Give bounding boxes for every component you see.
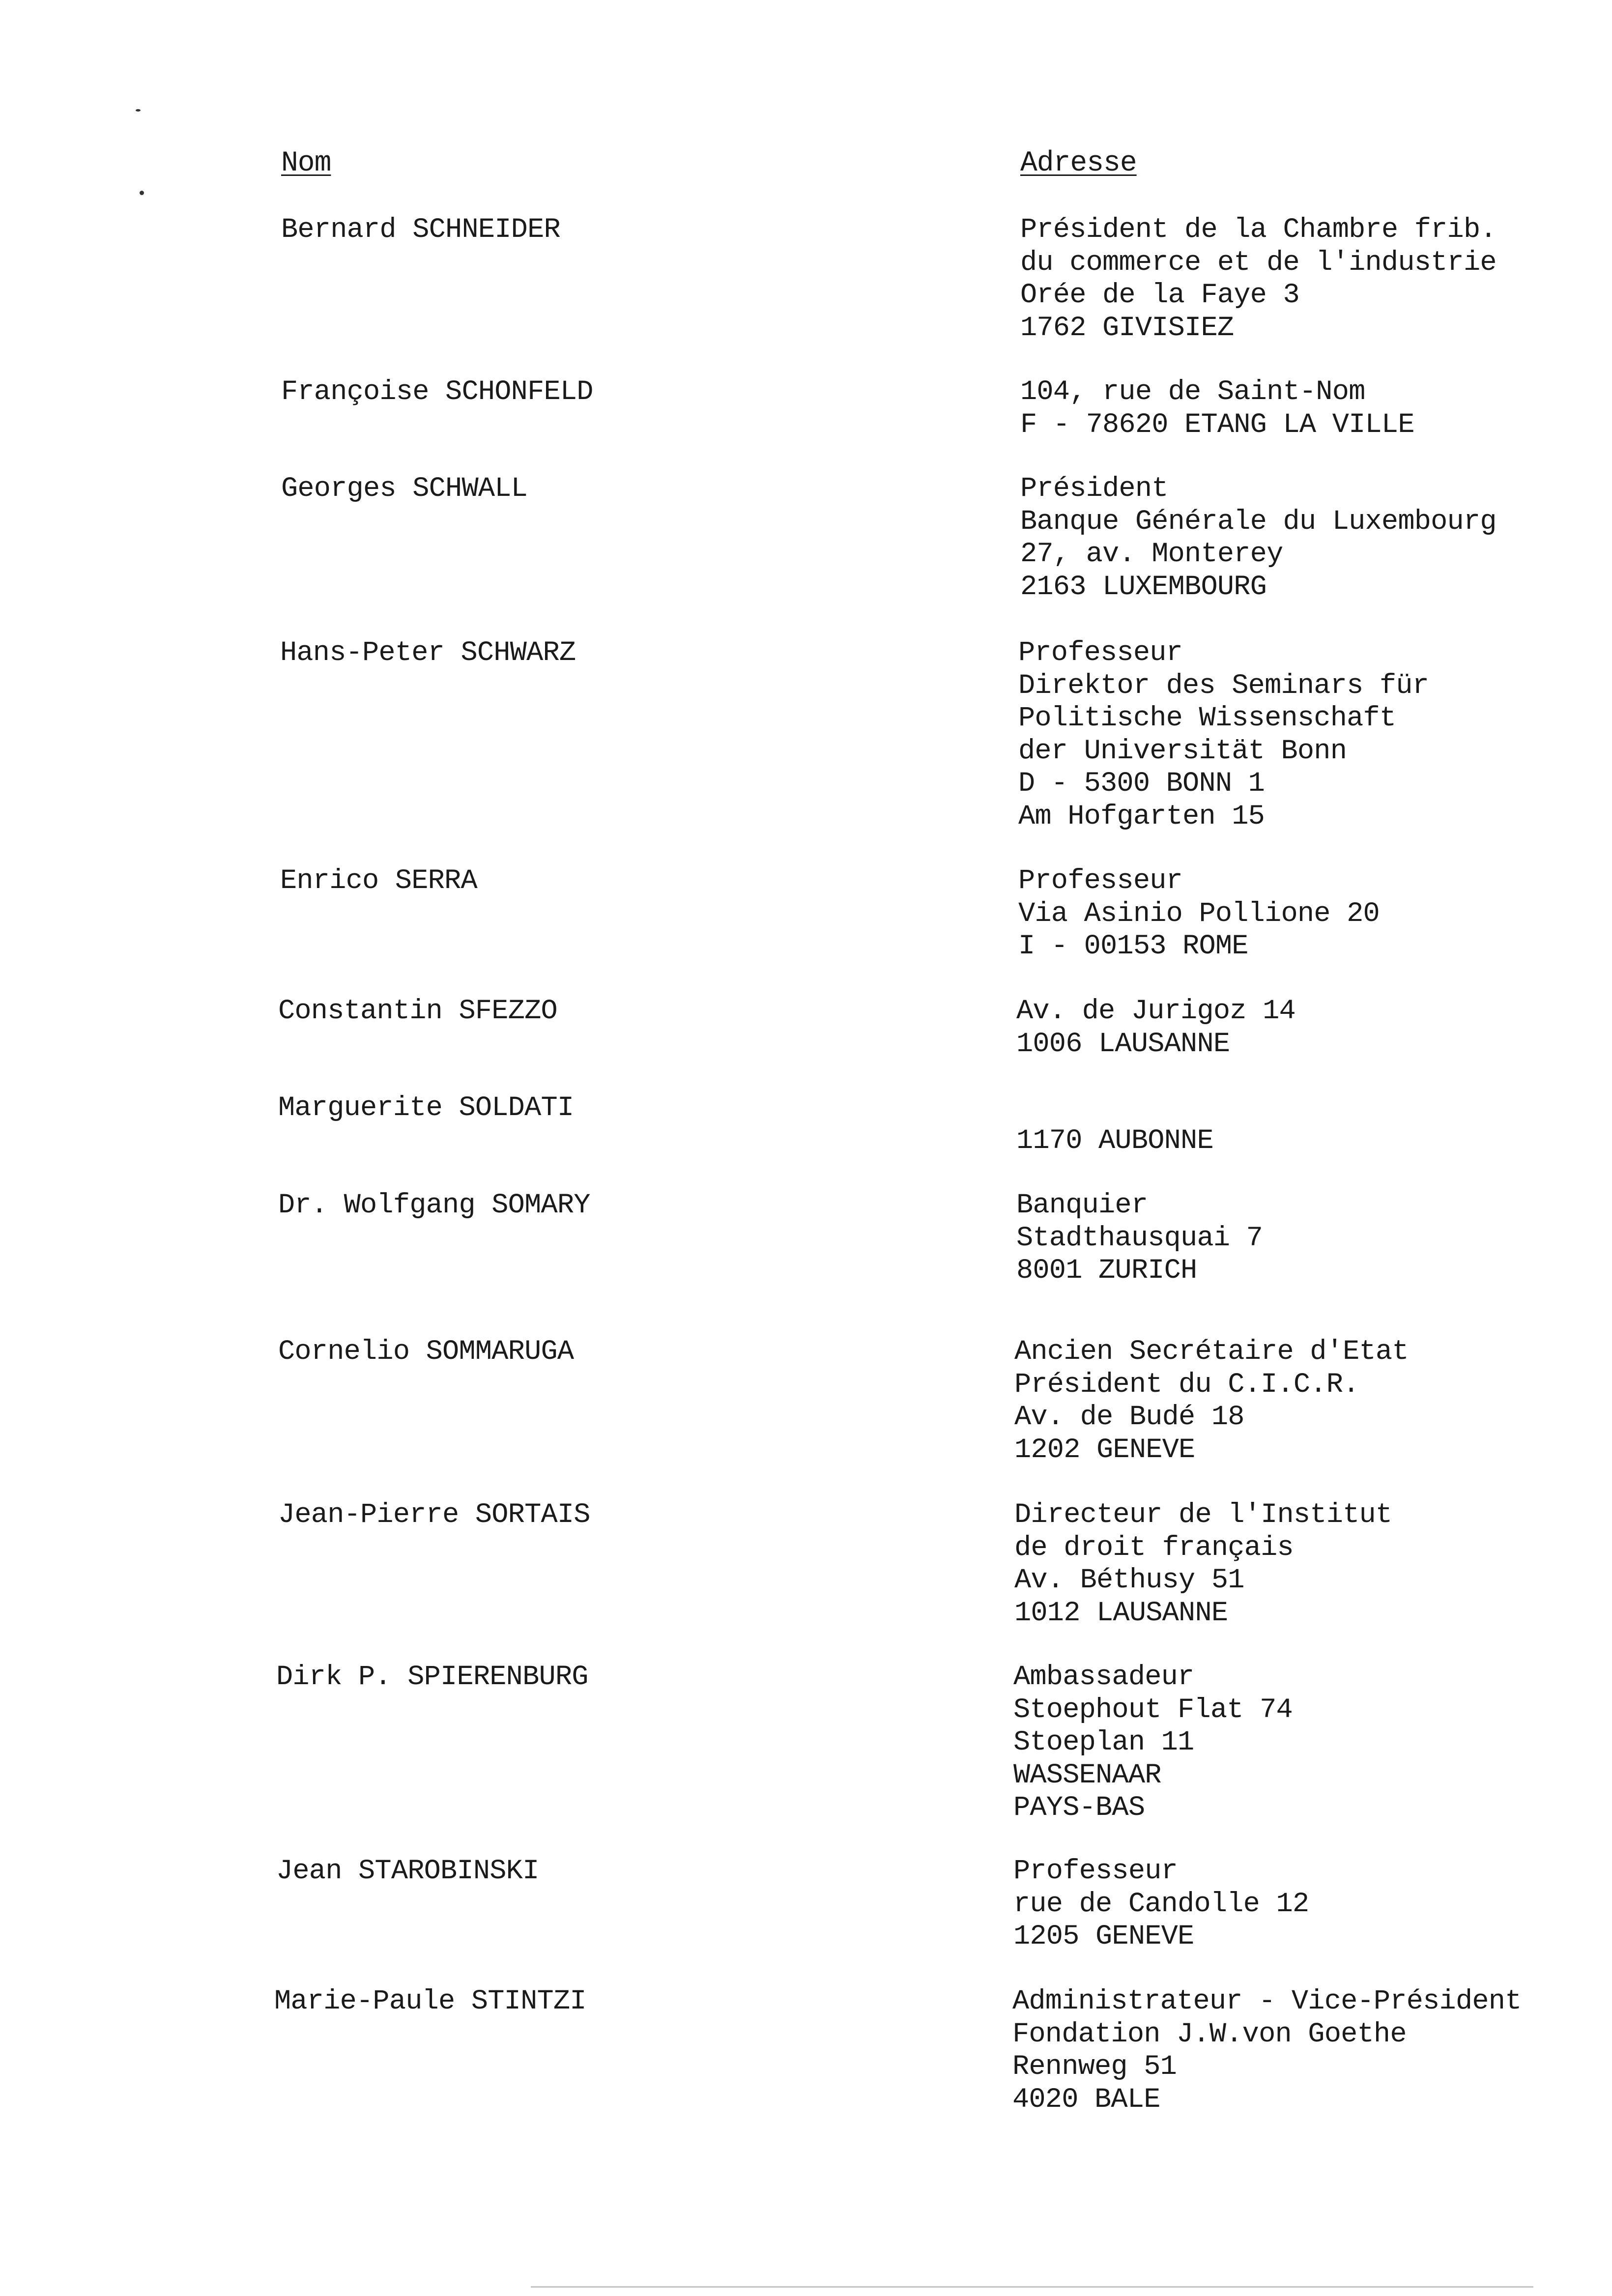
address-line: Président	[1020, 473, 1168, 505]
address-line: Président du C.I.C.R.	[1014, 1369, 1359, 1401]
address-line	[1016, 1092, 1213, 1125]
address-line: Administrateur - Vice-Président	[1012, 1986, 1522, 2017]
entry-address	[1013, 1855, 1309, 1953]
entry-name: Bernard SCHNEIDER	[281, 214, 560, 246]
entry-address	[1018, 865, 1380, 963]
address-line: der Universität Bonn	[1018, 735, 1347, 767]
address-line: 8001 ZURICH	[1016, 1255, 1197, 1287]
scan-mark	[140, 191, 144, 195]
entry-address	[1014, 1499, 1392, 1630]
entry-address	[1016, 995, 1295, 1061]
entry-name: Dr. Wolfgang SOMARY	[278, 1190, 590, 1221]
entry-name: Marguerite SOLDATI	[278, 1092, 574, 1124]
address-line: du commerce et de l'industrie	[1020, 247, 1497, 279]
entry-name: Marie-Paule STINTZI	[274, 1986, 586, 2017]
address-line: 1012 LAUSANNE	[1014, 1597, 1228, 1629]
entry-address	[1020, 473, 1497, 603]
address-line: Directeur de l'Institut	[1014, 1499, 1392, 1531]
address-line: Av. de Budé 18	[1014, 1402, 1244, 1433]
entry-address	[1014, 1336, 1409, 1466]
address-line: 2163 LUXEMBOURG	[1020, 571, 1267, 603]
entry-name: Hans-Peter SCHWARZ	[280, 637, 576, 669]
entry-name: Jean STAROBINSKI	[276, 1856, 539, 1887]
entry-name: Françoise SCHONFELD	[281, 376, 593, 408]
entry-address	[1016, 1092, 1213, 1157]
address-line: PAYS-BAS	[1013, 1792, 1145, 1824]
entry-address	[1012, 1985, 1522, 2116]
address-line: Professeur	[1013, 1856, 1178, 1887]
address-line: 1170 AUBONNE	[1016, 1125, 1213, 1157]
address-line: Fondation J.W.von Goethe	[1012, 2018, 1407, 2050]
entry-name: Cornelio SOMMARUGA	[278, 1336, 574, 1368]
address-line: 104, rue de Saint-Nom	[1020, 376, 1365, 408]
bottom-rule	[531, 2286, 1533, 2288]
address-line: 1006 LAUSANNE	[1016, 1028, 1230, 1060]
entry-name: Jean-Pierre SORTAIS	[278, 1499, 590, 1531]
address-line: Stoeplan 11	[1013, 1727, 1194, 1758]
address-line: Banque Générale du Luxembourg	[1020, 506, 1497, 538]
entry-address	[1018, 637, 1429, 833]
address-line: rue de Candolle 12	[1013, 1888, 1309, 1920]
address-line: Stoephout Flat 74	[1013, 1694, 1293, 1726]
address-line: Direktor des Seminars für	[1018, 670, 1429, 702]
address-line: Professeur	[1018, 637, 1183, 669]
entry-address	[1016, 1189, 1263, 1288]
address-line: Ancien Secrétaire d'Etat	[1014, 1336, 1409, 1368]
entry-address	[1013, 1661, 1293, 1825]
address-line: Ambassadeur	[1013, 1662, 1194, 1693]
entry-name: Constantin SFEZZO	[278, 996, 557, 1027]
entry-name: Dirk P. SPIERENBURG	[276, 1662, 588, 1693]
entry-address	[1020, 376, 1414, 441]
address-line: Président de la Chambre frib.	[1020, 214, 1497, 246]
address-line: Orée de la Faye 3	[1020, 280, 1299, 311]
entry-address	[1020, 214, 1497, 344]
address-line: Stadthausquai 7	[1016, 1222, 1263, 1254]
address-line: WASSENAAR	[1013, 1759, 1161, 1791]
address-line: Via Asinio Pollione 20	[1018, 898, 1380, 930]
address-line: D - 5300 BONN 1	[1018, 768, 1265, 800]
address-line: 1202 GENEVE	[1014, 1434, 1195, 1466]
entry-name: Georges SCHWALL	[281, 473, 528, 505]
address-line: F - 78620 ETANG LA VILLE	[1020, 409, 1414, 441]
address-line: Professeur	[1018, 865, 1183, 897]
address-line: Av. de Jurigoz 14	[1016, 996, 1295, 1027]
address-line: de droit français	[1014, 1532, 1294, 1564]
address-line: I - 00153 ROME	[1018, 931, 1248, 962]
scan-mark	[136, 109, 141, 112]
address-line: 4020 BALE	[1012, 2084, 1160, 2116]
address-line: 27, av. Monterey	[1020, 539, 1283, 570]
address-line: Politische Wissenschaft	[1018, 703, 1396, 734]
column-header-name: Nom	[281, 147, 331, 179]
address-line: Banquier	[1016, 1190, 1148, 1221]
column-header-address: Adresse	[1020, 147, 1137, 179]
address-line: 1762 GIVISIEZ	[1020, 312, 1234, 344]
address-line: Av. Béthusy 51	[1014, 1565, 1244, 1596]
address-line: Am Hofgarten 15	[1018, 801, 1265, 832]
address-line: Rennweg 51	[1012, 2051, 1177, 2083]
address-line: 1205 GENEVE	[1013, 1921, 1194, 1952]
entry-name: Enrico SERRA	[280, 865, 477, 897]
